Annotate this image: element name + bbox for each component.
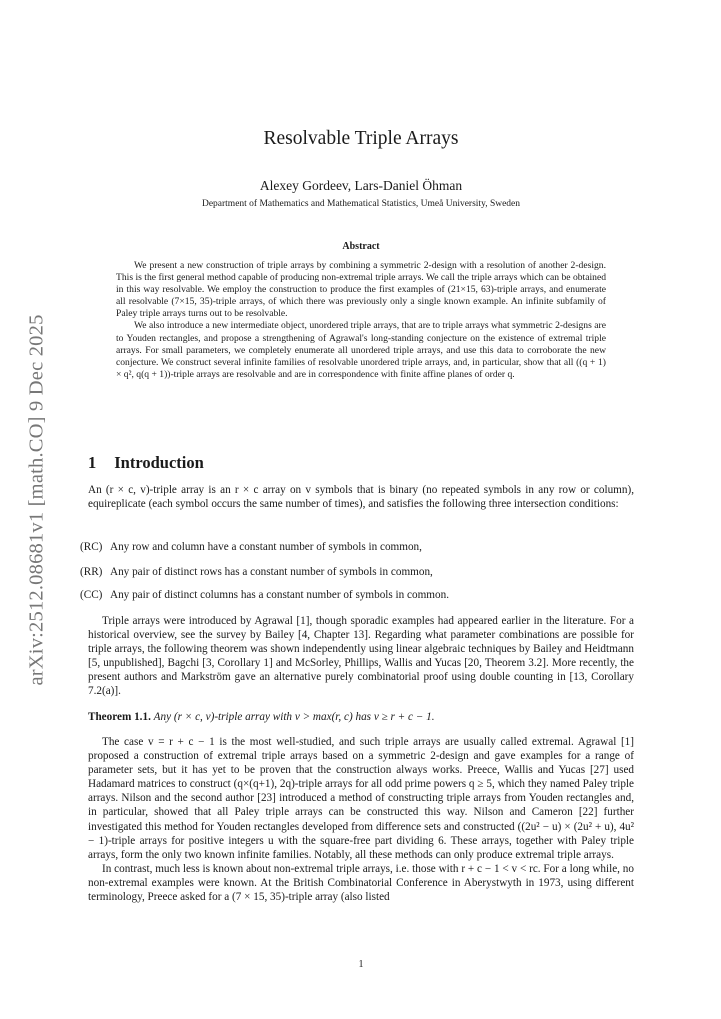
- theorem-1-1: [88, 711, 634, 723]
- theorem-label: Theorem 1.1.: [88, 711, 151, 723]
- affiliation: Department of Mathematics and Mathematical Statistics, Umeå University, Sweden: [201, 199, 521, 209]
- section-title: Introduction: [114, 453, 204, 472]
- theorem-statement: Any (r × c, v)-triple array with v > max(r, c) has v ≥ r + c − 1.: [153, 711, 435, 723]
- paper-title: Resolvable Triple Arrays: [263, 128, 459, 149]
- section-heading: [88, 453, 204, 473]
- condition-rr: [80, 566, 640, 578]
- condition-text: Any row and column have a constant number of symbols in common,: [110, 541, 422, 553]
- abstract-heading: Abstract: [342, 241, 380, 252]
- abstract-paragraph-1: We present a new construction of triple arrays by combining a symmetric 2-design with a resolution of another 2-design. This is the first general method capable of producing non-extremal triple arrays. We call the triple arrays which can be obtained in this way resolvable. We employ the construction to produce the first examples of (21×15, 63)-triple arrays, and enumerate all resolvable (7×15, 35)-triple arrays, of which there was previously only a single known example. An infinite subfamily of Paley triple arrays turns out to be resolvable.: [116, 260, 606, 320]
- condition-label: (RC): [80, 541, 103, 553]
- abstract-paragraph-2: We also introduce a new intermediate object, unordered triple arrays, that are to triple arrays what symmetric 2-designs are to Youden rectangles, and propose a strengthening of Agrawal's long-standing conjecture on the existence of extremal triple arrays. For small parameters, we completely enumerate all unordered triple arrays, and use this data to corroborate the new conjecture. We construct several infinite families of resolvable unordered triple arrays, and, in particular, show that all ((q + 1) × q², q(q + 1))-triple arrays are resolvable and are in correspondence with finite affine planes of order q.: [116, 320, 606, 380]
- condition-label: (CC): [80, 589, 103, 601]
- arxiv-identifier: arXiv:2512.08681v1 [math.CO] 9 Dec 2025: [25, 314, 48, 686]
- intro-paragraph-2: Triple arrays were introduced by Agrawal [1], though sporadic examples had appeared earlier in the literature. For a historical overview, see the survey by Bailey [4, Chapter 13]. Regarding what parameter combinations are possible for triple arrays, the following theorem was shown independently using linear algebraic techniques by Bailey and Heidtmann [5, unpublished], Bagchi [3, Corollary 1] and McSorley, Phillips, Wallis and Yucas [20, Theorem 3.2]. More recently, the present authors and Markström gave an alternative purely combinatorial proof using double counting in [13, Corollary 7.2(a)].: [88, 615, 634, 698]
- condition-text: Any pair of distinct rows has a constant number of symbols in common,: [110, 566, 433, 578]
- page-number: 1: [358, 959, 364, 970]
- abstract-body: [116, 260, 606, 381]
- intro-paragraph-1: An (r × c, v)-triple array is an r × c array on v symbols that is binary (no repeated symbols in any row or column), equireplicate (each symbol occurs the same number of times), and satisfies the following three intersection conditions:: [88, 484, 634, 511]
- arxiv-sidebar: [22, 290, 52, 710]
- intro-paragraph-4: In contrast, much less is known about non-extremal triple arrays, i.e. those with r + c − 1 < v < rc. For a long while, no non-extremal examples were known. At the British Combinatorial Conference in Aberystwyth in 1973, using different terminology, Preece asked for a (7 × 15, 35)-triple array (also listed: [88, 862, 634, 904]
- condition-text: Any pair of distinct columns has a constant number of symbols in common.: [110, 589, 449, 601]
- section-number: 1: [88, 453, 97, 472]
- condition-rc: [80, 541, 640, 553]
- condition-cc: [80, 589, 640, 601]
- author-list: Alexey Gordeev, Lars-Daniel Öhman: [259, 178, 463, 193]
- intro-paragraph-3: The case v = r + c − 1 is the most well-studied, and such triple arrays are usually called extremal. Agrawal [1] proposed a construction of extremal triple arrays based on a symmetric 2-design and gave examples for a range of parameter sets, but it has yet to be proven that the construction always works. Preece, Wallis and Yucas [27] used Hadamard matrices to construct (q×(q+1), 2q)-triple arrays for all odd prime powers q ≥ 5, which they named Paley triple arrays. Nilson and the second author [23] introduced a method of constructing triple arrays from Youden rectangles and, in particular, showed that all Paley triple arrays can be constructed this way. Nilson and Cameron [22] further investigated this method for Youden rectangles developed from difference sets and constructed ((2u² − u) × (2u² + u), 4u² − 1)-triple arrays for positive integers u with the square-free part dividing 6. These arrays, together with Paley triple arrays, form the only two known infinite families. Notably, all these methods can only produce extremal triple arrays. In contrast, much less is known about non-extremal triple arrays, i.e. those with r + c − 1 < v < rc. For a long while, no non-extremal examples were known. At the British Combinatorial Conference in Aberystwyth in 1973, using different terminology, Preece asked for a (7 × 15, 35)-triple array (also listed: [88, 736, 634, 904]
- condition-label: (RR): [80, 566, 103, 578]
